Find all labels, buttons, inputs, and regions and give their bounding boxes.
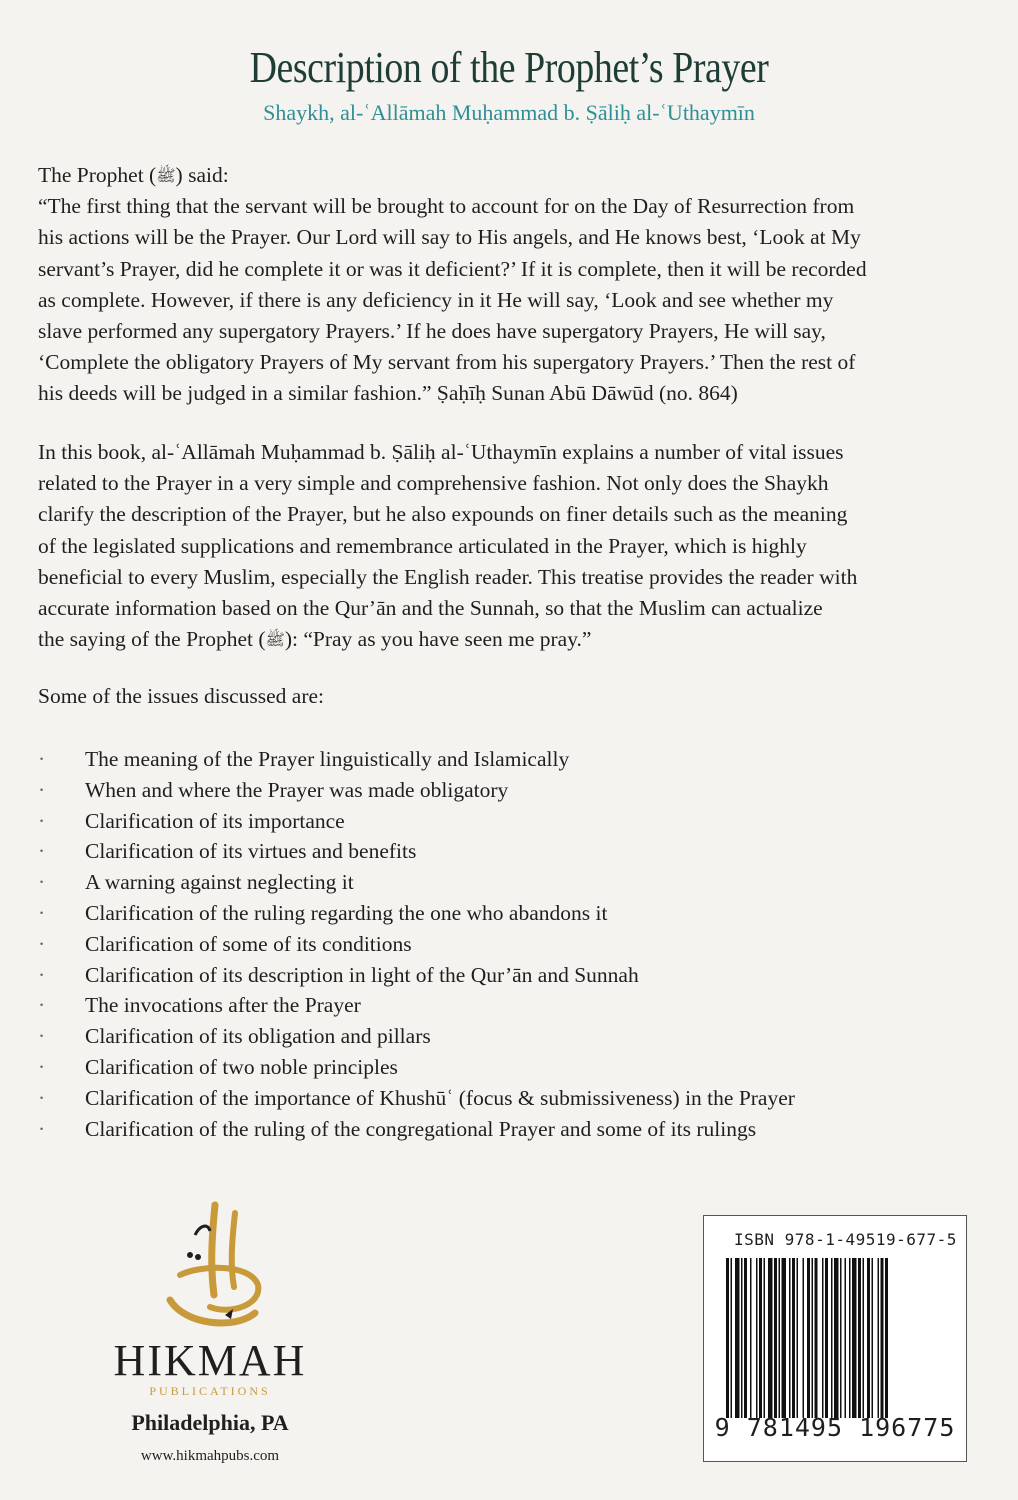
- quote-intro-before: The Prophet (: [38, 163, 157, 187]
- issue-item: [38, 990, 795, 1021]
- issue-text: Clarification of the importance of Khushūʿ (focus & submissiveness) in the Prayer: [85, 1085, 795, 1110]
- publisher-tagline: PUBLICATIONS: [149, 1384, 271, 1398]
- bullet-icon: ·: [38, 1024, 46, 1049]
- issue-item: [38, 1083, 795, 1114]
- bullet-icon: ·: [38, 870, 46, 895]
- bullet-icon: ·: [38, 900, 46, 925]
- isbn-label: ISBN 978-1-49519-677-5: [734, 1230, 957, 1249]
- issue-item: [38, 960, 795, 991]
- issue-item: [38, 744, 795, 775]
- description-last-after: ): “Pray as you have seen me pray.”: [284, 627, 592, 652]
- issue-text: Clarification of its importance: [85, 808, 345, 833]
- bullet-icon: ·: [38, 747, 46, 771]
- quote-line: “The first thing that the servant will be brought to account for on the Day of Resurrection from: [38, 194, 855, 219]
- issue-item: [38, 1021, 795, 1052]
- salawat-icon: ﷺ: [265, 630, 285, 650]
- issue-text: Clarification of its obligation and pillars: [85, 1024, 431, 1049]
- description-line: beneficial to every Muslim, especially the English reader. This treatise provides the reader with: [38, 564, 858, 589]
- issue-item: [38, 836, 795, 867]
- issue-item: [38, 929, 795, 960]
- bullet-icon: ·: [38, 931, 46, 956]
- issue-text: Clarification of its virtues and benefits: [85, 839, 417, 864]
- issue-item: [38, 1052, 795, 1083]
- issue-text: Clarification of the ruling of the congregational Prayer and some of its rulings: [85, 1116, 757, 1141]
- quote-intro-after: ) said:: [175, 163, 229, 187]
- salawat-icon: ﷺ: [156, 166, 176, 185]
- issue-text: The invocations after the Prayer: [85, 993, 361, 1018]
- quote-line: as complete. However, if there is any deficiency in it He will say, ‘Look and see whether my: [38, 287, 834, 312]
- hadith-quote: [38, 160, 958, 410]
- issues-list: [38, 744, 795, 1144]
- issue-text: Clarification of its description in light of the Qur’ān and Sunnah: [85, 962, 639, 987]
- author-name: Shaykh, al-ʿAllāmah Muḥammad b. Ṣāliḥ al-ʿUthaymīn: [263, 100, 755, 125]
- description-line: accurate information based on the Qur’ān and the Sunnah, so that the Muslim can actualize: [38, 596, 823, 621]
- publisher-city: Philadelphia, PA: [131, 1410, 289, 1435]
- bullet-icon: ·: [38, 993, 46, 1018]
- publisher-logo: [60, 1195, 360, 1495]
- bullet-icon: ·: [38, 1085, 46, 1110]
- bullet-icon: ·: [38, 1054, 46, 1079]
- description-last-line: [38, 624, 968, 655]
- description-line: clarify the description of the Prayer, but he also expounds on finer details such as the meaning: [38, 502, 848, 527]
- issue-text: Clarification of two noble principles: [85, 1054, 398, 1079]
- quote-intro: [38, 160, 958, 191]
- bullet-icon: ·: [38, 1116, 46, 1141]
- issue-item: [38, 806, 795, 837]
- issue-text: Clarification of the ruling regarding the one who abandons it: [85, 900, 608, 925]
- quote-line: servant’s Prayer, did he complete it or was it deficient?’ If it is complete, then it will be recorded: [38, 256, 867, 281]
- issue-text: When and where the Prayer was made obligatory: [85, 777, 509, 802]
- issue-item: [38, 775, 795, 806]
- description-line: of the legislated supplications and remembrance articulated in the Prayer, which is highly: [38, 533, 807, 558]
- bullet-icon: ·: [38, 777, 46, 802]
- issues-heading: Some of the issues discussed are:: [38, 684, 325, 708]
- quote-line: slave performed any supergatory Prayers.’ If he does have supergatory Prayers, He will say,: [38, 319, 826, 344]
- barcode-icon: [726, 1258, 946, 1418]
- description-last-before: the saying of the Prophet (: [38, 627, 266, 652]
- description-line: related to the Prayer in a very simple and comprehensive fashion. Not only does the Shaykh: [38, 471, 829, 496]
- issue-text: The meaning of the Prayer linguistically and Islamically: [85, 747, 570, 771]
- bullet-icon: ·: [38, 839, 46, 864]
- issue-text: Clarification of some of its conditions: [85, 931, 412, 956]
- isbn-barcode: [703, 1215, 967, 1462]
- bullet-icon: ·: [38, 962, 46, 987]
- quote-line: his actions will be the Prayer. Our Lord will say to His angels, and He knows best, ‘Look at My: [38, 225, 861, 250]
- quote-line: his deeds will be judged in a similar fashion.” Ṣaḥīḥ Sunan Abū Dāwūd (no. 864): [38, 381, 738, 406]
- issue-item: [38, 898, 795, 929]
- issue-item: [38, 867, 795, 898]
- book-title: Description of the Prophet’s Prayer: [249, 43, 769, 92]
- bullet-icon: ·: [38, 808, 46, 833]
- book-description: [38, 437, 968, 655]
- barcode-digits: 9 781495 196775: [714, 1413, 956, 1442]
- publisher-website: www.hikmahpubs.com: [140, 1448, 280, 1464]
- calligraphy-logo-icon: [140, 1195, 280, 1340]
- publisher-name: HIKMAH: [113, 1336, 307, 1385]
- quote-line: ‘Complete the obligatory Prayers of My servant from his supergatory Prayers.’ Then the rest of: [38, 350, 856, 375]
- description-line: In this book, al-ʿAllāmah Muḥammad b. Ṣāliḥ al-ʿUthaymīn explains a number of vital issues: [38, 440, 844, 464]
- issue-item: [38, 1114, 795, 1145]
- issue-text: A warning against neglecting it: [85, 870, 354, 895]
